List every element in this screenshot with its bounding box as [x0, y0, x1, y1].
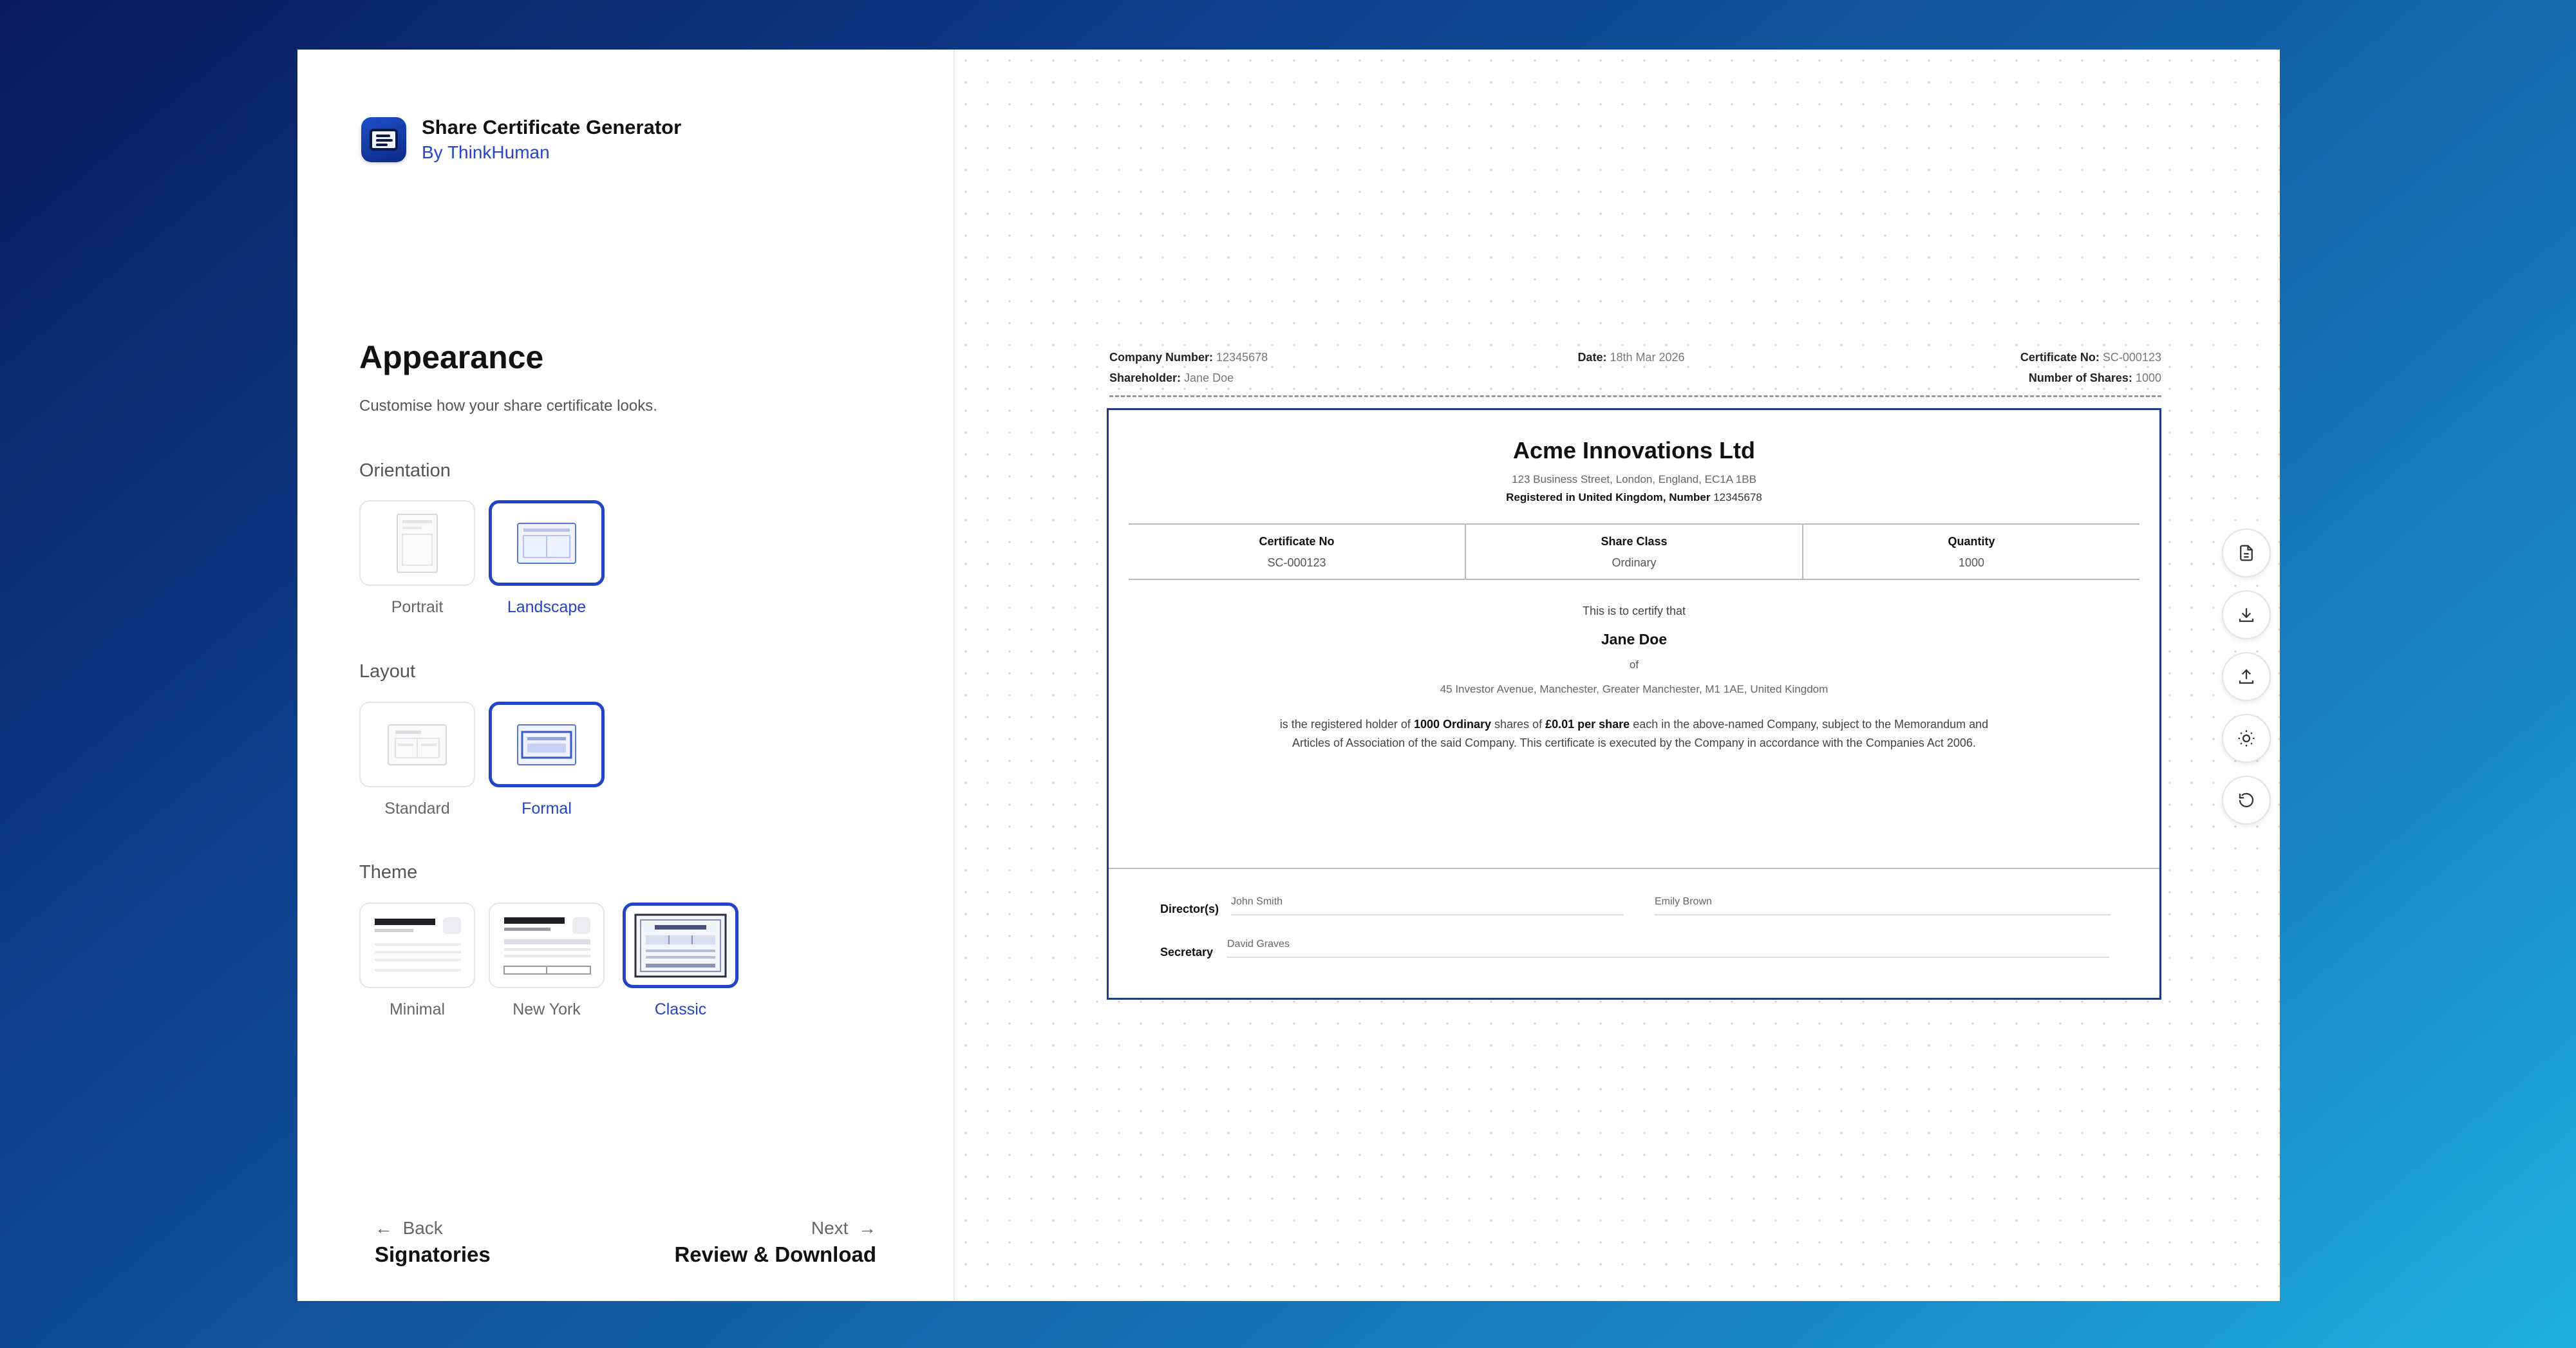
- company-address: 123 Business Street, London, England, EC1A 1BB: [1512, 473, 1756, 485]
- layout-standard-option[interactable]: [359, 702, 475, 787]
- back-label: Back: [402, 1218, 443, 1238]
- document-button[interactable]: [2222, 529, 2271, 577]
- upload-icon: [2237, 667, 2256, 686]
- theme-new-york-option[interactable]: [489, 903, 605, 988]
- theme-minimal-option[interactable]: [359, 903, 475, 988]
- layout-standard-label[interactable]: Standard: [384, 800, 450, 818]
- meta-shareholder: Jane Doe: [1184, 371, 1234, 384]
- certificate-body: is the registered holder of 1000 Ordinary shares of £0.01 per share each in the above-named Company, subject to the Memorandum and Articles of Association of the said Company. This certificate is executed by the Company in accordance with the Companies Act 2006.: [1279, 718, 1989, 749]
- next-label: Next: [811, 1218, 849, 1238]
- theme-classic-option[interactable]: [623, 903, 738, 988]
- back-step-name: Signatories: [375, 1242, 491, 1266]
- certify-text: This is to certify that: [1582, 604, 1686, 617]
- brand: [361, 115, 681, 165]
- classic-theme-preview-icon: [629, 908, 732, 983]
- back-button[interactable]: [375, 1218, 491, 1267]
- orientation-portrait-label[interactable]: Portrait: [391, 598, 444, 616]
- brightness-icon: [2237, 729, 2256, 748]
- director-2-name: Emily Brown: [1655, 896, 1712, 907]
- orientation-landscape-option[interactable]: [489, 500, 605, 586]
- of-text: of: [1629, 659, 1639, 671]
- certificate-preview-area: [955, 50, 2280, 1301]
- formal-layout-preview-icon: [517, 724, 576, 765]
- company-number: 12345678: [1216, 351, 1268, 364]
- theme-label: Theme: [359, 862, 418, 883]
- holder-address: 45 Investor Avenue, Manchester, Greater Manchester, M1 1AE, United Kingdom: [1440, 683, 1829, 695]
- certificate-details-table: [1129, 523, 2139, 580]
- signature-line: [1231, 914, 1624, 915]
- registration-line: Registered in United Kingdom, Number 12345678: [1506, 491, 1762, 503]
- meta-divider: [1109, 395, 2161, 397]
- download-button[interactable]: [2222, 590, 2271, 639]
- table-cell: Certificate No SC-000123: [1129, 525, 1466, 579]
- secretary-name: David Graves: [1227, 939, 1290, 950]
- layout-formal-label[interactable]: Formal: [522, 800, 572, 818]
- orientation-label: Orientation: [359, 460, 451, 481]
- standard-layout-preview-icon: [388, 724, 447, 765]
- next-button[interactable]: [674, 1218, 876, 1267]
- portrait-preview-icon: [397, 514, 438, 573]
- document-icon: [2237, 543, 2256, 563]
- signature-section: [1109, 868, 2159, 959]
- app-logo-icon: [361, 117, 406, 162]
- page-description: Customise how your share certificate looks.: [359, 397, 657, 415]
- brightness-button[interactable]: [2222, 714, 2271, 763]
- layout-formal-option[interactable]: [489, 702, 605, 787]
- directors-label: Director(s): [1160, 903, 1219, 915]
- app-title: Share Certificate Generator: [422, 116, 682, 138]
- minimal-theme-preview-icon: [366, 908, 469, 983]
- reset-button[interactable]: [2222, 776, 2271, 825]
- reset-icon: [2237, 791, 2256, 810]
- director-1-name: John Smith: [1231, 896, 1283, 907]
- settings-panel: [297, 50, 955, 1301]
- arrow-right-icon: →: [858, 1218, 876, 1238]
- table-cell: Share Class Ordinary: [1466, 525, 1803, 579]
- signature-line: [1655, 914, 2111, 915]
- certificate-meta: Company Number: 12345678 Date: 18th Mar 2026 Certificate No: SC-000123 Shareholder: Jane Doe Number of Shares: 1000: [1109, 351, 2161, 384]
- landscape-preview-icon: [517, 523, 576, 564]
- company-name: Acme Innovations Ltd: [1512, 437, 1756, 463]
- theme-minimal-label[interactable]: Minimal: [389, 1000, 446, 1018]
- signature-line: [1227, 957, 2109, 958]
- holder-name: Jane Doe: [1601, 631, 1668, 648]
- layout-label: Layout: [359, 661, 416, 682]
- download-icon: [2237, 605, 2256, 624]
- app-window: [297, 50, 2280, 1301]
- next-step-name: Review & Download: [674, 1242, 876, 1266]
- meta-certificate-no: SC-000123: [2102, 351, 2161, 364]
- meta-number-of-shares: 1000: [2135, 371, 2161, 384]
- upload-button[interactable]: [2222, 652, 2271, 701]
- page-title: Appearance: [359, 339, 544, 375]
- certificate-date: 18th Mar 2026: [1610, 351, 1685, 364]
- orientation-portrait-option[interactable]: [359, 500, 475, 586]
- table-cell: Quantity 1000: [1948, 535, 1995, 569]
- orientation-landscape-label[interactable]: Landscape: [507, 598, 587, 616]
- arrow-left-icon: ←: [375, 1218, 393, 1238]
- secretary-label: Secretary: [1160, 946, 1214, 959]
- certificate: [1107, 408, 2161, 1000]
- theme-classic-label[interactable]: Classic: [654, 1000, 707, 1018]
- theme-new-york-label[interactable]: New York: [512, 1000, 581, 1018]
- new-york-theme-preview-icon: [495, 908, 598, 983]
- app-subtitle: By ThinkHuman: [422, 142, 550, 162]
